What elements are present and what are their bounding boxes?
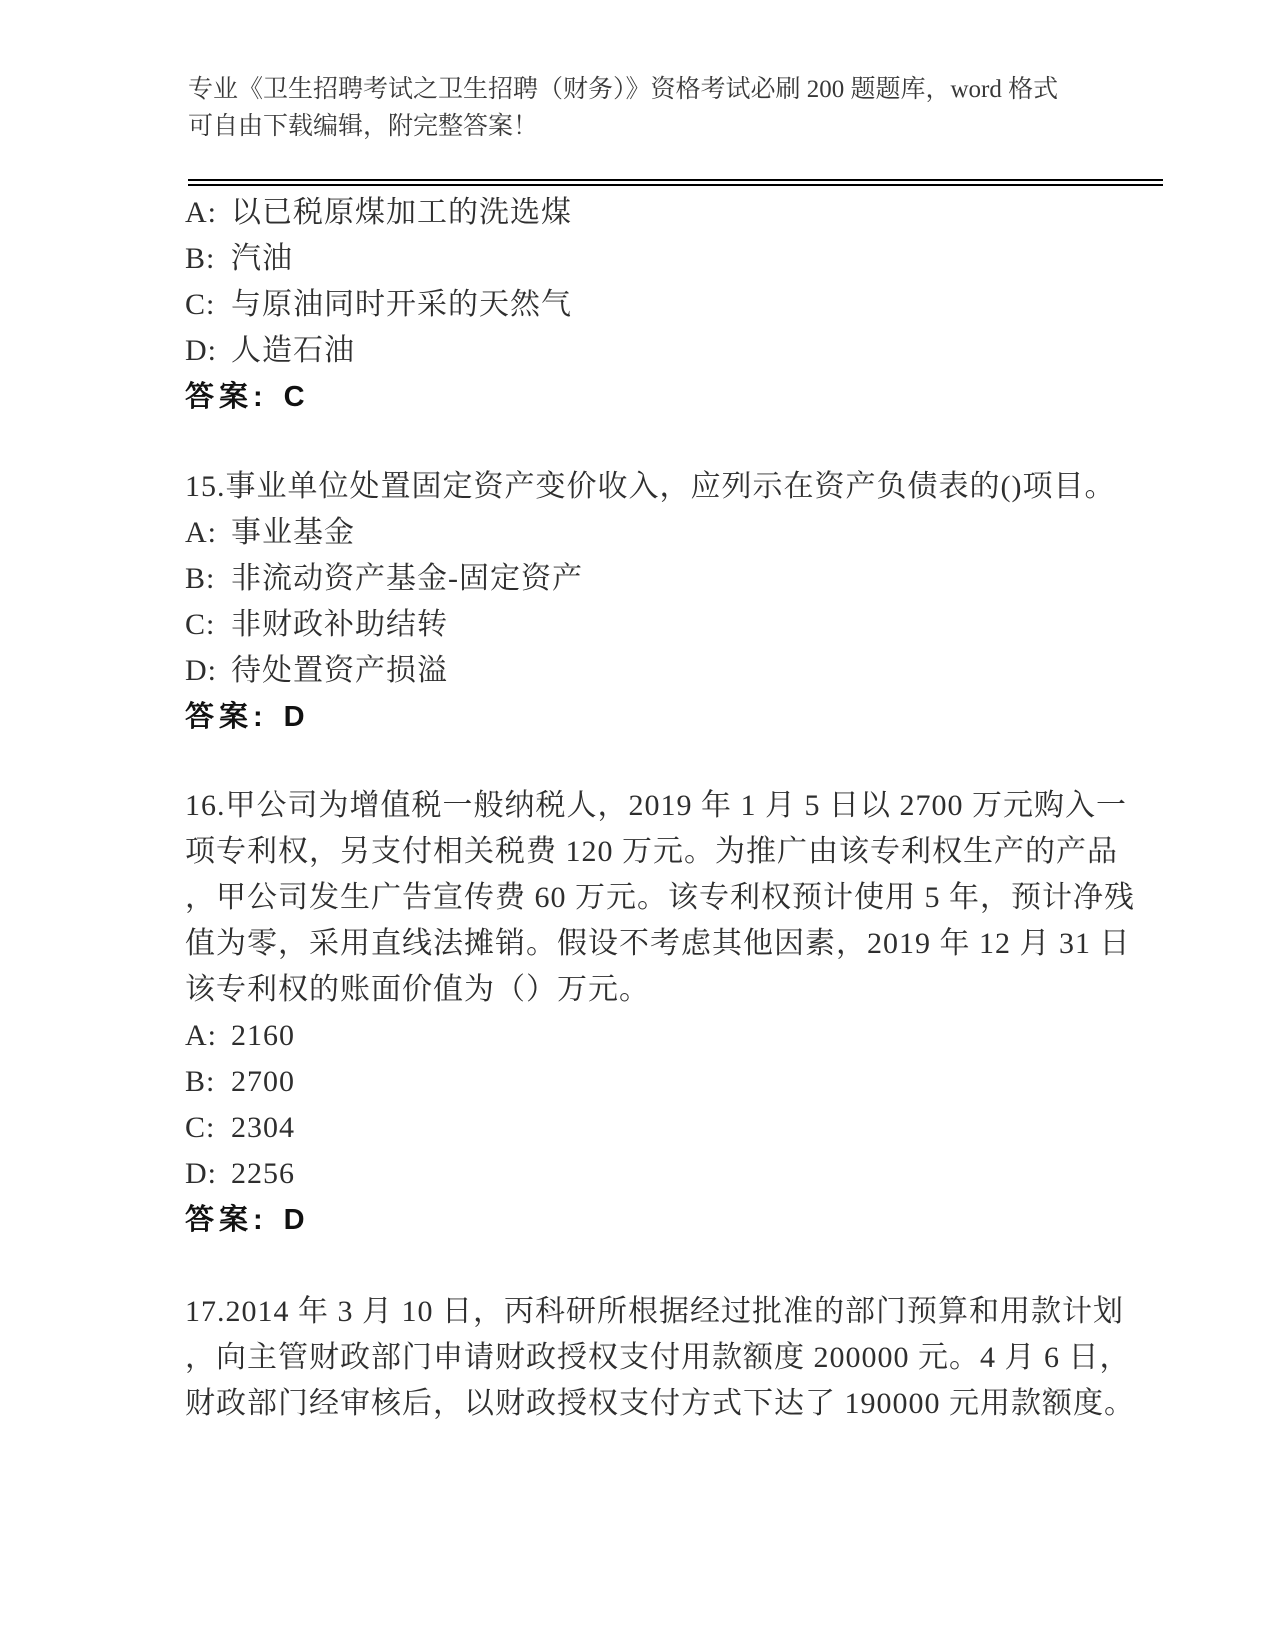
q15-answer-label: 答案:	[185, 701, 268, 733]
q14-option-b-label: B:	[185, 242, 216, 275]
q14-option-a-label: A:	[185, 196, 217, 229]
q15-option-b	[185, 556, 1120, 602]
q15-option-a	[185, 510, 1120, 556]
q16-option-b-label: B:	[185, 1065, 216, 1098]
q16-stem-line-3: ，甲公司发生广告宣传费 60 万元。该专利权预计使用 5 年，预计净残	[185, 881, 1135, 914]
q14-answer	[185, 374, 1120, 420]
q15-answer-value: D	[283, 701, 305, 733]
q15-option-c-label: C:	[185, 608, 216, 641]
q16-option-d-label: D:	[185, 1157, 217, 1190]
q15-option-d-label: D:	[185, 654, 217, 687]
q14-option-a	[185, 190, 1120, 236]
doc-header	[188, 71, 1118, 145]
q16-option-d	[185, 1151, 1120, 1197]
q15-option-c	[185, 602, 1120, 648]
q16-option-a	[185, 1013, 1120, 1059]
header-double-rule	[188, 179, 1163, 186]
q16-option-c	[185, 1105, 1120, 1151]
q16-option-d-text: 2256	[231, 1157, 295, 1190]
q14-option-b-text: 汽油	[231, 242, 293, 275]
q14-option-a-text: 以已税原煤加工的洗选煤	[231, 196, 572, 229]
q15-option-b-text: 非流动资产基金-固定资产	[231, 562, 583, 595]
q15-option-d	[185, 648, 1120, 694]
q14-option-c-label: C:	[185, 288, 216, 321]
q14-option-c	[185, 282, 1120, 328]
header-line-2: 可自由下载编辑，附完整答案！	[188, 113, 539, 140]
q16-stem-line-1: 16.甲公司为增值税一般纳税人，2019 年 1 月 5 日以 2700 万元购入一	[185, 789, 1127, 822]
q16-option-c-label: C:	[185, 1111, 216, 1144]
question-15-block	[185, 464, 1120, 740]
q16-stem-line-5: 该专利权的账面价值为（）万元。	[185, 973, 650, 1006]
q16-option-a-label: A:	[185, 1019, 217, 1052]
q16-answer-value: D	[283, 1204, 305, 1236]
q14-option-d	[185, 328, 1120, 374]
q17-stem-line-3: 财政部门经审核后，以财政授权支付方式下达了 190000 元用款额度。	[185, 1387, 1135, 1420]
q14-option-b	[185, 236, 1120, 282]
q16-answer-label: 答案:	[185, 1204, 268, 1236]
header-line-1: 专业《卫生招聘考试之卫生招聘（财务）》资格考试必刷 200 题题库，word 格式	[188, 76, 1059, 103]
q17-stem-line-2: ，向主管财政部门申请财政授权支付用款额度 200000 元。4 月 6 日，	[185, 1341, 1131, 1374]
question-17-block	[185, 1289, 1135, 1427]
q15-option-a-label: A:	[185, 516, 217, 549]
q14-answer-label: 答案:	[185, 381, 268, 413]
q16-answer	[185, 1197, 1120, 1243]
q16-option-c-text: 2304	[231, 1111, 295, 1144]
q16-option-b-text: 2700	[231, 1065, 295, 1098]
q14-option-c-text: 与原油同时开采的天然气	[231, 288, 572, 321]
q15-option-a-text: 事业基金	[231, 516, 355, 549]
q14-option-d-text: 人造石油	[231, 334, 355, 367]
q14-option-d-label: D:	[185, 334, 217, 367]
q14-answer-value: C	[283, 381, 305, 413]
q15-answer	[185, 694, 1120, 740]
q15-option-d-text: 待处置资产损溢	[231, 654, 448, 687]
q16-stem-line-4: 值为零，采用直线法摊销。假设不考虑其他因素，2019 年 12 月 31 日	[185, 927, 1131, 960]
q16-stem-line-2: 项专利权，另支付相关税费 120 万元。为推广由该专利权生产的产品	[185, 835, 1118, 868]
question-16-block	[185, 783, 1135, 1243]
q16-option-a-text: 2160	[231, 1019, 295, 1052]
q15-option-b-label: B:	[185, 562, 216, 595]
q15-option-c-text: 非财政补助结转	[231, 608, 448, 641]
q15-stem: 15.事业单位处置固定资产变价收入，应列示在资产负债表的()项目。	[185, 470, 1116, 503]
q16-option-b	[185, 1059, 1120, 1105]
q17-stem-line-1: 17.2014 年 3 月 10 日，丙科研所根据经过批准的部门预算和用款计划	[185, 1295, 1124, 1328]
question-14-options-block	[185, 190, 1120, 420]
